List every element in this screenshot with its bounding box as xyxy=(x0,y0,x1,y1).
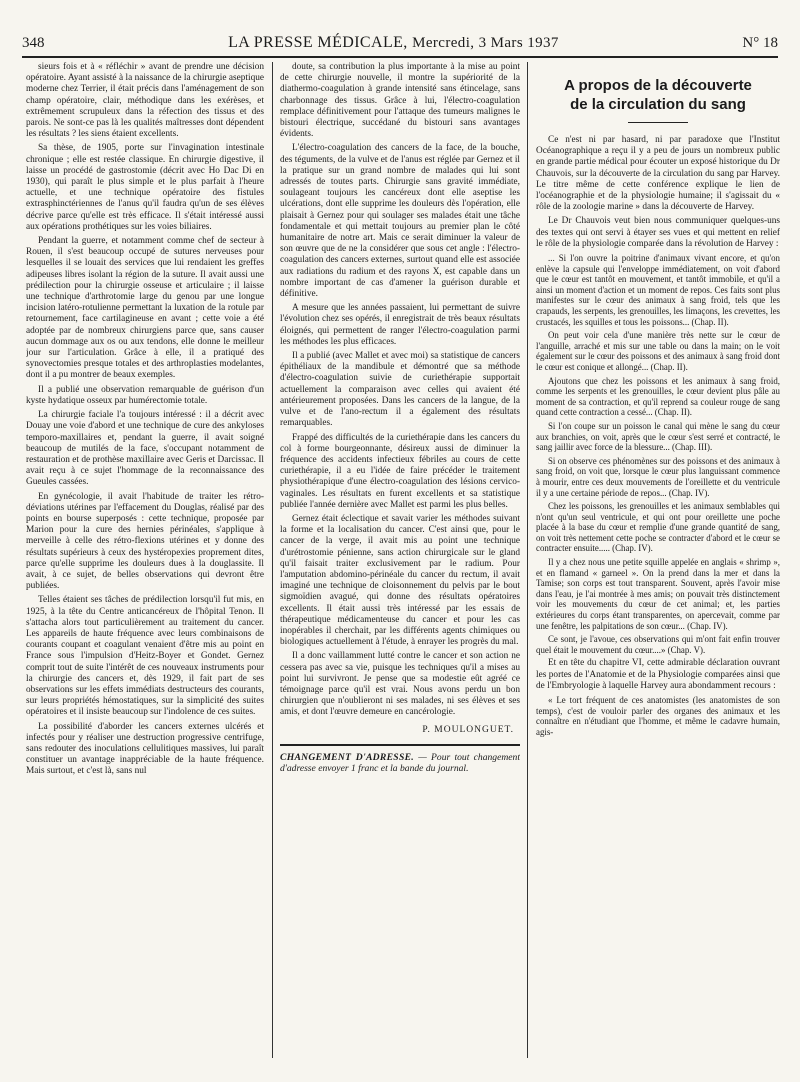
article-author: P. MOULONGUET. xyxy=(422,724,514,735)
column-1 xyxy=(26,62,264,1062)
quotation: Ce sont, je l'avoue, ces observations qui m'ont fait enfin trouver quel était le mouvement du cœur....» (Chap. V). xyxy=(536,634,780,655)
page-number: 348 xyxy=(22,35,45,51)
paragraph: A mesure que les années passaient, lui permettant de suivre l'évolution chez ses opérés, il enregistrait de très beaux résultats éloignés, qui permettent de ranger l'électro-coagulation parmi les méthodes les plus efficaces. xyxy=(280,303,520,347)
paragraph: Telles étaient ses tâches de prédilection lorsqu'il fut mis, en 1925, à la tête du Centre anticancéreux de l'hôpital Tenon. Il s'attacha alors tout particulièrement au traitement du cancer. Les appareils de haute fréquence avec leurs combinaisons de courants coupant et coagulant venaient d'être mis au point en France sous l'impulsion d'Heitz-Boyer et Gondet. Gernez comprit tout de suite l'intérêt de ces nouveaux instruments pour la chirurgie des cancers et, dès 1929, il fait part de ses observations sur les effets immédiats destructeurs des courants, sur leurs propriétés hémostatiques, sur la simplicité des suites opératoires et il insiste beaucoup sur l'indolence de ces suites. xyxy=(26,595,264,718)
paragraph: Il a publié une observation remarquable de guérison d'un kyste hydatique osseux par humérectomie totale. xyxy=(26,384,264,406)
paragraph: sieurs fois et à « réfléchir » avant de prendre une décision opératoire. Ayant assisté à la naissance de la chirurgie aseptique moderne chez Terrier, il était précis dans l'aménagement de son champ opératoire, clair, méthodique dans les exérèses, et extrêmement scrupuleux dans la réfection des tissus et des parois. Ne sont-ce pas là les qualités maîtresses dont dépendent les résultats ? les siens étaient excellents. xyxy=(26,62,264,140)
quotation: Si on observe ces phénomènes sur des poissons et des animaux à sang froid, on voit que, lorsque le cœur plus languissant commence à mourir, entre ces deux mouvements de l'oreillette et du ventricule il y a une certaine période de repos... (Chap. IV). xyxy=(536,455,780,498)
section-rule xyxy=(280,744,520,746)
page-header xyxy=(22,26,778,58)
paragraph: La chirurgie faciale l'a toujours intéressé : il a décrit avec Douay une voie d'abord et une technique de cure des ankyloses temporo-maxillaires et, pendant la guerre, il avait soigné beaucoup de mutilés de la face, s'occupant notamment de restauration et de prothèse maxillaire avec Geris et Darcissac. Il avait reçu à ce sujet l'hommage de la reconnaissance des Gueules cassées. xyxy=(26,410,264,488)
paragraph: Sa thèse, de 1905, porte sur l'invagination intestinale chronique ; elle est restée classique. En chirurgie digestive, il laisse un procédé de gastrostomie (décrit avec Ho Dac Di en 1930), qui paraît le plus simple et le plus parfait à l'heure actuelle, et une technique opératoire des fistules extrasphinctériennes de l'anus qu'il faudra qu'un de ses élèves décrive parce qu'elle est très efficace. Il s'était intéressé aussi aux opérations prothétiques sur les voies biliaires. xyxy=(26,143,264,232)
paragraph: Et en tête du chapitre VI, cette admirable déclaration ouvrant les portes de l'Anatomie et de la Physiologie comparées ainsi que de l'Embryologie à laquelle Harvey aura abondamment recours : xyxy=(536,658,780,691)
paragraph: En gynécologie, il avait l'habitude de traiter les rétro-déviations utérines par l'effacement du Douglas, réalisé par des points en bourse superposés : cette technique, proposée par Marion pour la cure des hernies périnéales, s'applique à merveille à celle des rétro-flexions utérines et y donne des résultats supérieurs à ceux des hystéropexies proprement dites, parce qu'elle supprime les douleurs dues à la douglassite. Il avait, à ce sujet, de belles observations qui devront être publiées. xyxy=(26,491,264,592)
article-title xyxy=(536,76,780,114)
paragraph: doute, sa contribution la plus importante à la mise au point de cette chirurgie nouvelle, il montre la supériorité de la diathermo-coagulation à grande intensité sans étincelage, sans charbonnage des tissus. Grâce à lui, l'électro-coagulation remplace définitivement pour l'attaque des tumeurs malignes le bistouri électrique, succédané du bistouri sans avantages évidents. xyxy=(280,62,520,140)
quotation: On peut voir cela d'une manière très nette sur le cœur de l'anguille, arraché et mis sur une table ou dans la main; on le voit également sur le cœur des poissons et des animaux à sang froid dont le cœur est conique et allongé... (Chap. II). xyxy=(536,330,780,372)
paragraph: L'électro-coagulation des cancers de la face, de la bouche, des téguments, de la vulve et de l'anus est réglée par Gernez et il la pratique sur un grand nombre de malades qui lui sont adressés de toutes parts. Chirurgie sans gravité immédiate, soulageant toujours les cancéreux dont elle aseptise les ulcérations, dont elle supprime les douleurs dès l'opération, elle plaisait à Gernez pour qui soulager ses malades était une tâche fondamentale et qui mettait toujours au premier plan le côté humanitaire de notre art. Mais ce serait diminuer la valeur de son œuvre que de ne la considérer que sous cet angle : l'électro-coagulation des cancers externes, surtout quand elle est associée aux radiations du radium et des rayons X, est capable dans un nombre important de cas d'amener la guérison durable et définitive. xyxy=(280,143,520,300)
column-3 xyxy=(536,62,780,1062)
quotation: Si l'on coupe sur un poisson le canal qui mène le sang du cœur aux branchies, on voit, après que le cœur s'est serré et contracté, le sang jaillir avec force de la blessure... (Chap. III). xyxy=(536,420,780,453)
paragraph: Pendant la guerre, et notamment comme chef de secteur à Rouen, il s'est beaucoup occupé de sutures nerveuses pour lesquelles il se louait des services que lui rendaient les greffes adipeuses libres isolant la région de la suture. Il avait aussi une prédilection pour la chirurgie osseuse et articulaire ; il laisse une technique d'arthrotomie large du genou par une longue incision latéro-rotulienne permettant la luxation de la rotule par retournement, face cartilagineuse en avant ; cette voie a été adoptée par de nombreux chirurgiens parce que, sans causer aucun dommage aux os ou aux tendons, elle donne le meilleur jour sur l'articulation. Grâce à elle, il a pratiqué des synovectomies presque totales et des arthroplasties modelantes, dont il a pu montrer de beaux exemples. xyxy=(26,236,264,381)
column-divider xyxy=(527,62,528,1058)
journal-name: LA PRESSE MÉDICALE, xyxy=(228,34,408,51)
title-rule xyxy=(628,122,688,123)
paragraph: Gernez était éclectique et savait varier les méthodes suivant la forme et la localisation du cancer. C'est ainsi que, pour le cancer de la verge, il avait mis au point une technique d'urétrostomie pénienne, sans action chirurgicale sur le gland qu'il faisait traiter exclusivement par le radium. Pour l'amputation abdomino-périnéale du cancer du rectum, il avait imaginé une technique de cloisonnement du pelvis par le bout sigmoïdien avagué, qui donne des résultats opératoires excellents. Il était aussi très intéressé par les essais de thérapeutique médicamenteuse du cancer et pour les cas inopérables il cherchait, par les différents agents chimiques ou biologiques actuellement à l'étude, à enrayer les progrès du mal. xyxy=(280,513,520,648)
quotation: Chez les poissons, les grenouilles et les animaux semblables qui n'ont qu'un seul ventricule, et qui ont pour oreillette une poche placée à la base du cœur et remplie d'une grande quantité de sang, on voit très nettement cette poche se contracter d'abord et le cœur se contracter ensuite..... (Chap. IV). xyxy=(536,501,780,554)
paragraph: Le Dr Chauvois veut bien nous communiquer quelques-uns des textes qui ont servi à étayer ses vues et qui mettent en relief le rôle de la physiologie comparée dans la révolution de Harvey : xyxy=(536,216,780,249)
paragraph: Frappé des difficultés de la curiethérapie dans les cancers du col à forme bourgeonnante, désireux aussi de diminuer la fréquence des accidents infectieux fébriles au cours de cette curiethérapie, il a eu l'idée de faire précéder le traitement physiothérapique d'une électro-coagulation des lésions cervico-vaginales. Les résultats en furent excellents et sa statistique publiée l'année dernière avec Mallet est parmi les plus belles. xyxy=(280,432,520,510)
title-line: A propos de la découverte xyxy=(564,77,752,94)
address-change-notice xyxy=(280,752,520,775)
quotation: Ajoutons que chez les poissons et les animaux à sang froid, comme les serpents et les grenouilles, le cœur devient plus pâle au moment de sa contraction, et qu'il reprend sa couleur rouge de sang quand cette contraction a cessé... (Chap. II). xyxy=(536,375,780,418)
issue-number: N° 18 xyxy=(742,35,778,51)
column-divider xyxy=(272,62,273,1058)
notice-heading: CHANGEMENT D'ADRESSE. xyxy=(280,751,414,763)
issue-date: Mercredi, 3 Mars 1937 xyxy=(412,35,559,51)
column-2 xyxy=(280,62,520,1062)
notice-text: — Pour tout changement d'adresse envoyer 1 franc et la bande du journal. xyxy=(280,751,520,775)
paragraph: La possibilité d'aborder les cancers externes ulcérés et infectés pour y réaliser une destruction progressive centrifuge, sans redouter des inoculations cellulitiques massives, lui paraît constituer un avantage inappréciable de la haute fréquence. Mais surtout, et c'est là, sans nul xyxy=(26,721,264,777)
harvey-quotations xyxy=(536,253,780,655)
paragraph: Il a donc vaillamment lutté contre le cancer et son action ne cessera pas avec sa vie, puisque les techniques qu'il a mises au point lui survivront. Je pense que sa modestie eût agréé ce témoignage parce qu'il est vrai. Nous avons perdu un bon chirurgien que n'oublieront ni ses malades, ni ses élèves et ses amis, et dont l'œuvre demeure en cancérologie. xyxy=(280,651,520,718)
title-line: de la circulation du sang xyxy=(570,96,746,113)
quotation: « Le tort fréquent de ces anatomistes (les anatomistes de son temps), c'est de vouloir parler des organes des animaux et les connaître en n'étudiant que l'homme, et même le cadavre humain, agis- xyxy=(536,695,780,737)
quotation: ... Si l'on ouvre la poitrine d'animaux vivant encore, et qu'on enlève la capsule qui l'enveloppe immédiatement, on voit d'abord que le cœur est tantôt en mouvement, et tantôt immobile, et qu'il a ainsi un moment d'action et un moment de repos. Ces faits sont plus manifestes sur le cœur des animaux à sang froid, tels que les crapauds, les serpents, les grenouilles, les limaçons, les crevettes, les crustacés, les squilles et tous les poissons... (Chap. II). xyxy=(536,253,780,327)
paragraph: Il a publié (avec Mallet et avec moi) sa statistique de cancers épithéliaux de la mandibule et démontré que sa méthode d'électro-coagulation suivie de curiethérapie supportait actuellement la comparaison avec celles qui avaient été antérieurement proposées. Dans les cancers de la langue, de la vulve et de l'ano-rectum il a également des résultats remarquables. xyxy=(280,351,520,429)
journal-masthead xyxy=(228,34,559,52)
paragraph: Ce n'est ni par hasard, ni par paradoxe que l'Institut Océanographique a reçu il y a peu de jours un nombreux public en grande partie médical pour écouter un exposé historique du Dr Chauvois, sur la découverte de la circulation du sang par Harvey. Le titre même de cette conférence explique le lien de l'océanographie et de la physiologie humaine; il s'agissait du « rôle de la zoologie marine » dans la découverte de Harvey. xyxy=(536,135,780,213)
quotation: Il y a chez nous une petite squille appelée en anglais « shrimp », et en flamand « garneel ». On la prend dans la mer et dans la Tamise; son corps est tout transparent. Souvent, après l'avoir mise dans l'eau, je l'ai montrée à mes amis; on pouvait très distinctement voir les mouvements du cœur de cet animal; et, les parties extérieures du corps étant transparentes, on apercevait, comme par une fenêtre, les palpitations de son cœur... (Chap. IV). xyxy=(536,557,780,631)
